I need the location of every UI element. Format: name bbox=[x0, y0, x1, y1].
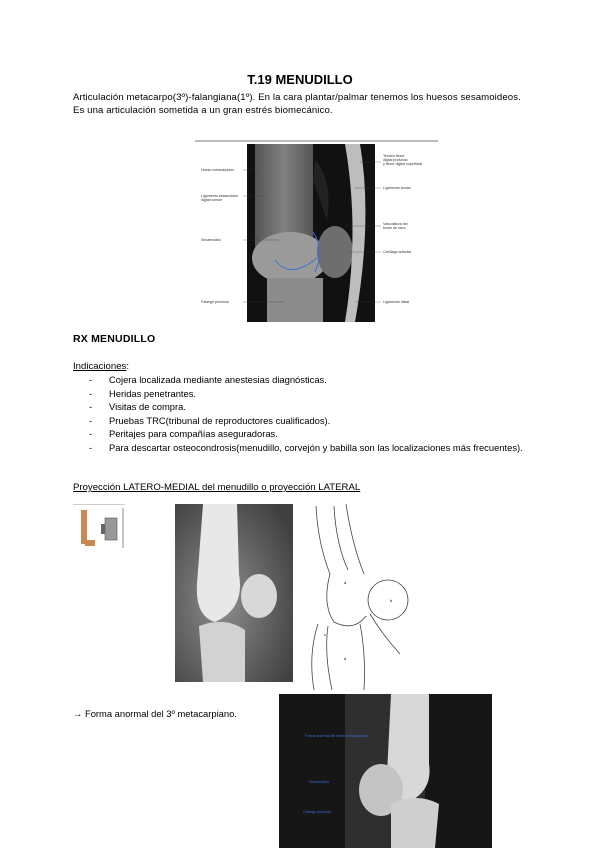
mri-label-sesamoid-ligament: Ligamento sesamoideo digital común bbox=[201, 194, 239, 202]
mri-label-sesamoid: Sesamoideo bbox=[201, 238, 221, 242]
intro-paragraph-2: Es una articulación sometida a un gran estrés biomecánico. bbox=[73, 105, 333, 116]
projection-heading: Proyección LATERO-MEDIAL del menudillo o proyección LATERAL bbox=[73, 482, 361, 493]
abnormal-xray-figure bbox=[279, 694, 492, 848]
page-title: T.19 MENUDILLO bbox=[247, 72, 353, 87]
drawing-label-a: a bbox=[344, 580, 347, 585]
drawing-label-d: d bbox=[344, 656, 347, 661]
intro-text bbox=[73, 91, 527, 117]
lateral-xray-image bbox=[175, 504, 293, 682]
abnormal-xray-image bbox=[279, 694, 492, 848]
xray-label-proximal-phalanx: Falange proximal bbox=[303, 810, 331, 814]
mri-label-proximal-phalanx: Falange proximal bbox=[201, 300, 229, 304]
xray-label-abnormal-metacarpal: Forma anormal del tercer metacarpiano bbox=[305, 734, 369, 738]
abnormal-shape-note: → Forma anormal del 3º metacarpiano. bbox=[73, 708, 237, 719]
mri-label-annular-ligament: Ligamento anular bbox=[383, 186, 411, 190]
mri-label-flexor-tendon: Tendón flexor digital profundo y flexor digital superficial bbox=[383, 154, 423, 166]
indications-list bbox=[89, 373, 527, 455]
xray-label-sesamoid: Sesamoideo bbox=[309, 780, 329, 784]
mri-figure bbox=[195, 140, 438, 324]
list-item: - Heridas penetrantes. bbox=[89, 387, 527, 401]
section-heading: RX MENUDILLO bbox=[73, 333, 156, 345]
list-item: - Pruebas TRC(tribunal de reproductores cualificados). bbox=[89, 414, 527, 428]
mri-label-distal-ligament: Ligamento distal bbox=[383, 300, 410, 304]
mri-label-vasculature: Vasculatura del fondo de saco bbox=[383, 222, 408, 230]
drawing-label-b: b bbox=[390, 598, 393, 603]
indications-heading-text: Indicaciones bbox=[73, 361, 127, 372]
mri-label-articular-cartilage: Cartílago articular bbox=[383, 250, 412, 254]
list-item: - Cojera localizada mediante anestesias diagnósticas. bbox=[89, 373, 527, 387]
list-item: - Peritajes para compañías aseguradoras. bbox=[89, 427, 527, 441]
indications-heading bbox=[73, 361, 129, 372]
positioning-diagram bbox=[73, 504, 127, 550]
drawing-label-c: c bbox=[324, 632, 326, 637]
lateral-line-drawing bbox=[304, 504, 414, 690]
indications-heading-colon: : bbox=[126, 361, 130, 372]
list-item: - Visitas de compra. bbox=[89, 400, 527, 414]
mri-label-metacarpal: Hueso metacarpiano bbox=[201, 168, 235, 172]
list-item: - Para descartar osteocondrosis(menudillo, corvejón y babilla son las localizaciones más frecuentes). bbox=[89, 441, 527, 455]
intro-paragraph-1: Articulación metacarpo(3º)-falangiana(1º). En la cara plantar/palmar tenemos los huesos sesamoideos. bbox=[73, 92, 521, 103]
